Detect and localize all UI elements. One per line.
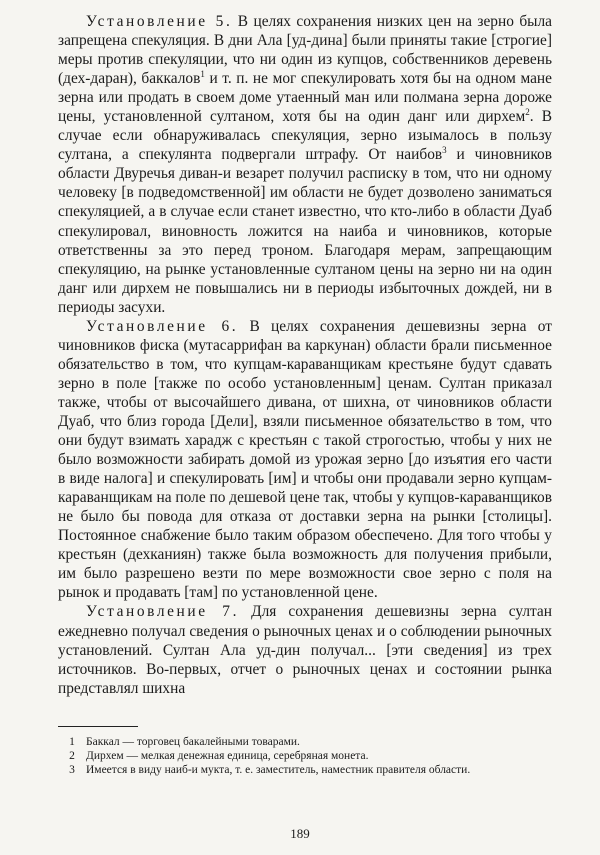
footnote-number: 3 [69, 763, 75, 776]
regulation-label: Установление 7. [86, 603, 240, 621]
main-text [58, 12, 552, 698]
footnote [58, 763, 552, 777]
footnote-text: Дирхем — мелкая денежная единица, серебряная монета. [86, 749, 369, 762]
regulation-label: Установление 6. [86, 317, 239, 335]
paragraph-text: и т. п. не мог спекулировать хотя бы на одном мане зерна или продать в своем доме утаенный ман или полмана зерна дороже цены, установленной султаном, хотя бы на один данг или дирхем [58, 70, 552, 126]
footnote-ref: 1 [200, 69, 205, 80]
paragraph-regulation-5 [58, 12, 552, 317]
paragraph-regulation-7 [58, 602, 552, 697]
footnote [58, 735, 552, 749]
paragraph-text: В целях сохранения низких цен на зерно была запрещена спекуляция. В дни Ала [уд-дина] были приняты такие [строгие] меры против спекуляции, что ни один из купцов, собственников деревень (дех-даран), баккалов [58, 13, 552, 88]
paragraph-text: и чиновников области Двуречья диван-и везарет получил расписку в том, что ни одному человеку [в подведомственной] им области не будет дозволено заниматься спекуляцией, а в случае если станет известно, что кто-либо в области Дуаб спекулировал, виновность ложится на наиба и чиновников, которые ответственны за это перед троном. Благодаря мерам, запрещающим спекуляцию, на рынке установленные султаном цены на зерно ни на один данг или дирхем не повышались ни в периоды избыточных дождей, ни в периоды засухи. [58, 146, 552, 316]
paragraph-text: В целях сохранения дешевизны зерна от чиновников фиска (мутасаррифан ва каркунан) области брали письменное обязательство в том, что купцам-караванщикам крестьяне будут сдавать зерно в поле [также по особо установленным] ценам. Султан приказал также, чтобы от высочайшего дивана, от шихна, от чиновников области Дуаб, что близ города [Дели], взяли письменное обязательство в том, что они будут взимать харадж с крестьян с такой строгостью, чтобы у них не было возможности забирать домой из урожая зерно [до изъятия его части в виде налога] и спекулировать [им] и чтобы они продавали зерно купцам-караванщикам на поле по дешевой цене так, чтобы у купцов-караванщиков не было бы повода для отказа от доставки зерна на рынки [столицы]. Постоянное снабжение было таким образом обеспечено. Для того чтобы у крестьян (дехканиян) также была возможность для получения прибыли, им было разрешено везти по мере возможности свое зерно с поля на рынок и продавать [там] по установленной цене. [58, 317, 552, 602]
footnote-number: 2 [69, 749, 75, 762]
footnote-text: Имеется в виду наиб-и мукта, т. е. заместитель, наместник правителя области. [86, 763, 471, 776]
footnote-number: 1 [69, 735, 75, 748]
footnote-divider [58, 726, 138, 727]
footnote-ref: 2 [525, 107, 530, 118]
page-number: 189 [290, 826, 310, 841]
paragraph-text: . В случае если обнаруживалась спекуляция, зерно изымалось в пользу султана, а спекулянта подвергали штрафу. От наибов [58, 108, 553, 164]
footnotes [58, 735, 552, 777]
footnote [58, 749, 552, 763]
paragraph-text: Для сохранения дешевизны зерна султан ежедневно получал сведения о рыночных ценах и о соблюдении рыночных установлений. Султан Ала уд-дин получал... [эти сведения] из трех источников. Во-первых, отчет о рыночных ценах и состоянии рынка представлял шихна [58, 603, 552, 697]
footnote-ref: 3 [442, 145, 447, 156]
paragraph-regulation-6 [58, 317, 552, 603]
regulation-label: Установление 5. [86, 13, 233, 30]
footnote-text: Баккал — торговец бакалейными товарами. [86, 735, 300, 748]
